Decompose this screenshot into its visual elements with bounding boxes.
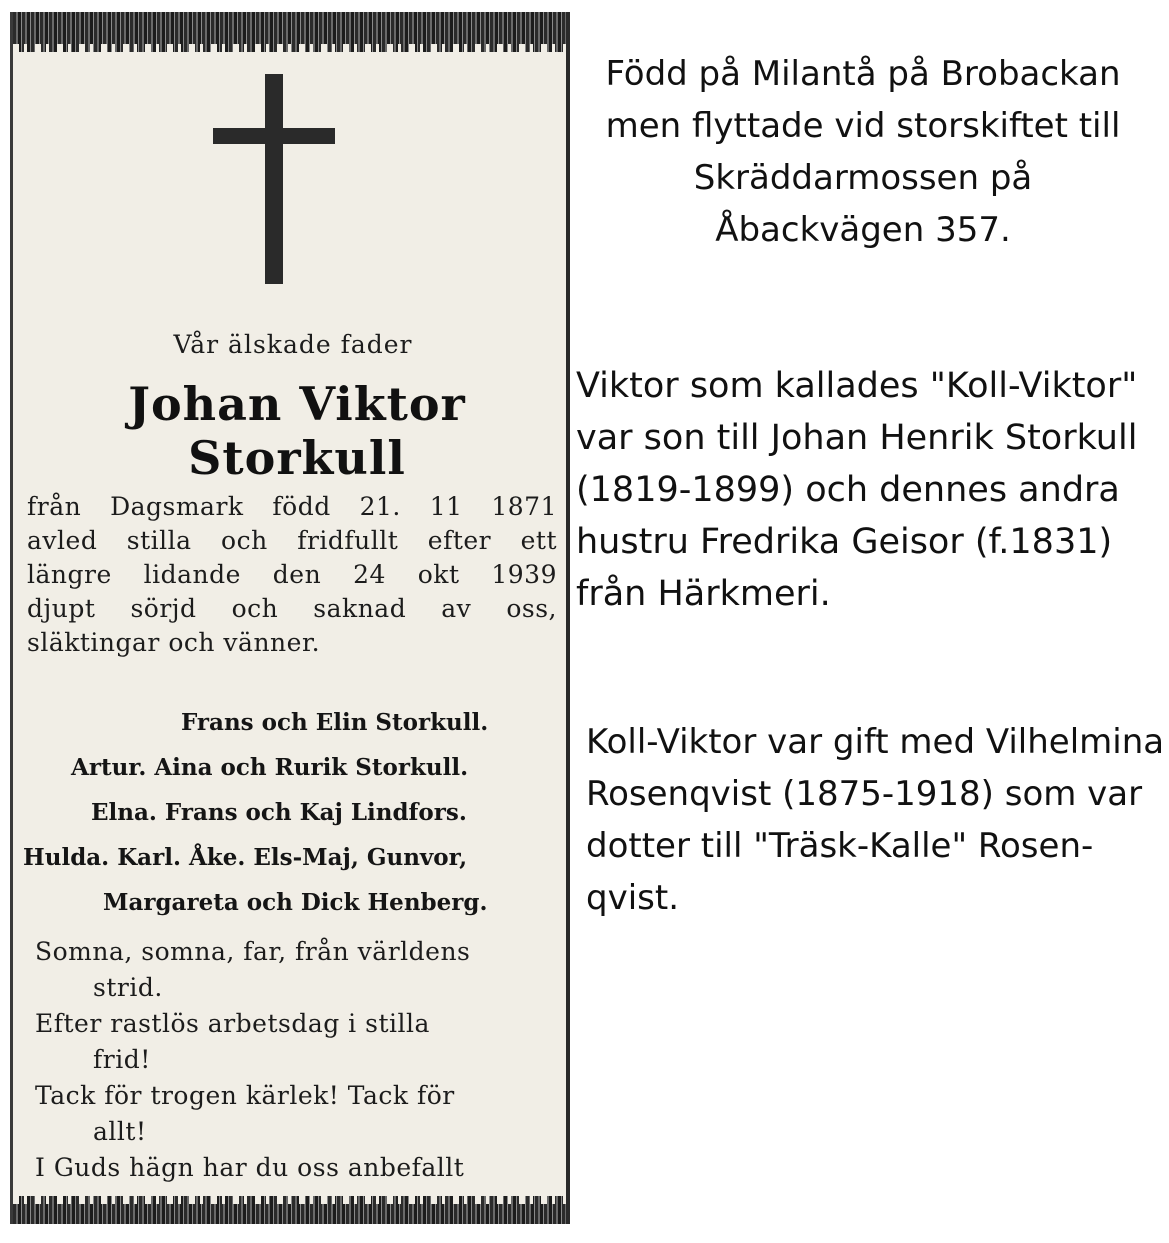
note-line: qvist. [586,878,680,918]
note-line: (1819-1899) och dennes andra [576,470,1120,510]
clipping-bottom-border [13,1196,566,1224]
note-line: var son till Johan Henrik Storkull [576,418,1138,458]
note-line: hustru Fredrika Geisor (f.1831) [576,522,1113,562]
cross-icon [213,74,343,289]
birthplace-note [578,48,1148,256]
bio-line: avled stilla och fridfullt efter ett [27,526,557,555]
deceased-name: Johan Viktor Storkull [128,377,466,485]
obituary-clipping [10,12,570,1224]
bio-line: från Dagsmark född 21. 11 1871 [27,492,557,521]
note-line: men flyttade vid storskiftet till [605,106,1121,146]
obituary-caption: Vår älskade fader [173,330,413,359]
clipping-top-border [13,12,566,52]
verse-line: I Guds hägn har du oss anbefallt [35,1153,465,1182]
note-line: Född på Milantå på Brobackan [605,54,1121,94]
bio-line: djupt sörjd och saknad av oss, [27,594,557,623]
survivor-line: Margareta och Dick Henberg. [103,889,488,916]
survivor-line: Hulda. Karl. Åke. Els-Maj, Gunvor, [23,844,468,871]
obituary-bio [27,490,557,660]
note-line: Åbackvägen 357. [715,210,1011,250]
verse-line: allt! [93,1117,147,1146]
survivors-list [23,700,553,925]
note-line: dotter till "Träsk-Kalle" Rosen- [586,826,1094,866]
note-line: Skräddarmossen på [693,158,1033,198]
marriage-note [586,716,1166,924]
note-line: Rosenqvist (1875-1918) som var [586,774,1143,814]
verse-line: Tack för trogen kärlek! Tack för [35,1081,455,1110]
bio-line: släktingar och vänner. [27,628,321,657]
note-line: Viktor som kallades "Koll-Viktor" [576,366,1138,406]
survivor-line: Elna. Frans och Kaj Lindfors. [91,799,467,826]
verse-line: frid! [93,1045,151,1074]
verse-line: Efter rastlös arbetsdag i stilla [35,1009,430,1038]
note-line: Koll-Viktor var gift med Vilhelmina [586,722,1165,762]
bio-line: längre lidande den 24 okt 1939 [27,560,557,589]
memorial-verse [35,934,565,1186]
survivor-line: Frans och Elin Storkull. [181,709,489,736]
verse-line: Somna, somna, far, från världens [35,937,471,966]
survivor-line: Artur. Aina och Rurik Storkull. [71,754,469,781]
note-line: från Härkmeri. [576,574,831,614]
parentage-note [576,360,1166,620]
verse-line: strid. [93,973,163,1002]
